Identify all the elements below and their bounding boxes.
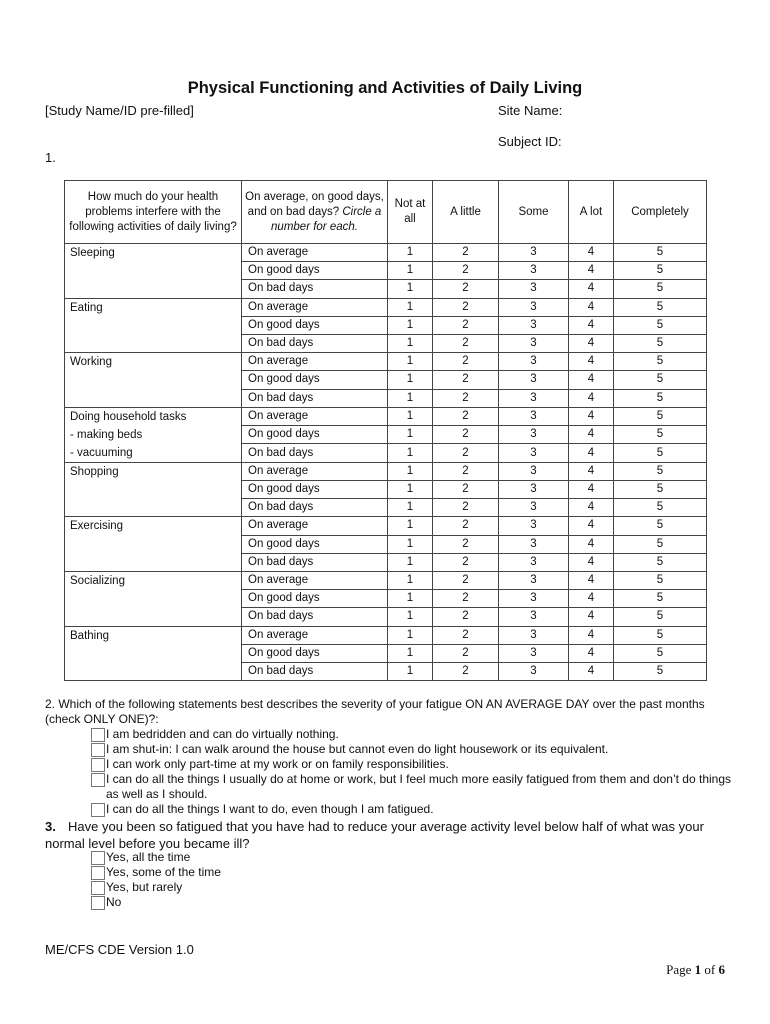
rating-option[interactable]: 3 xyxy=(499,663,569,681)
activity-label xyxy=(65,244,242,299)
checkbox[interactable] xyxy=(91,728,105,742)
checkbox-label: Yes, some of the time xyxy=(106,865,221,879)
rating-option[interactable]: 5 xyxy=(614,407,707,425)
frequency-label: On bad days xyxy=(242,608,388,626)
rating-option[interactable]: 1 xyxy=(388,499,433,517)
rating-option[interactable]: 4 xyxy=(569,644,614,662)
rating-option[interactable]: 4 xyxy=(569,244,614,262)
frequency-label: On bad days xyxy=(242,280,388,298)
rating-option[interactable]: 1 xyxy=(388,407,433,425)
rating-option[interactable]: 2 xyxy=(433,608,499,626)
activity-label xyxy=(65,626,242,681)
column-header-completely: Completely xyxy=(614,181,707,244)
rating-option[interactable]: 3 xyxy=(499,608,569,626)
rating-option[interactable]: 1 xyxy=(388,535,433,553)
rating-option[interactable]: 2 xyxy=(433,426,499,444)
frequency-question: On average, on good days, and on bad days? xyxy=(245,190,384,218)
activity-label-line: Working xyxy=(70,356,112,369)
frequency-label: On average xyxy=(242,407,388,425)
frequency-label: On average xyxy=(242,626,388,644)
rating-option[interactable]: 4 xyxy=(569,298,614,316)
rating-option[interactable]: 4 xyxy=(569,262,614,280)
rating-option[interactable]: 3 xyxy=(499,590,569,608)
rating-option[interactable]: 5 xyxy=(614,553,707,571)
rating-option[interactable]: 4 xyxy=(569,535,614,553)
rating-option[interactable]: 2 xyxy=(433,644,499,662)
rating-option[interactable]: 1 xyxy=(388,353,433,371)
rating-option[interactable]: 2 xyxy=(433,499,499,517)
rating-option[interactable]: 3 xyxy=(499,244,569,262)
rating-option[interactable]: 5 xyxy=(614,444,707,462)
frequency-label: On average xyxy=(242,572,388,590)
frequency-instruction: Circle a number for each. xyxy=(271,205,382,233)
column-header-some: Some xyxy=(499,181,569,244)
rating-option[interactable]: 1 xyxy=(388,572,433,590)
frequency-label: On average xyxy=(242,462,388,480)
rating-option[interactable]: 3 xyxy=(499,626,569,644)
rating-option[interactable]: 4 xyxy=(569,389,614,407)
table-row xyxy=(65,462,707,480)
frequency-label: On good days xyxy=(242,262,388,280)
activity-label-line: - vacuuming xyxy=(70,446,133,459)
rating-option[interactable]: 4 xyxy=(569,499,614,517)
rating-option[interactable]: 3 xyxy=(499,426,569,444)
rating-option[interactable]: 5 xyxy=(614,280,707,298)
rating-option[interactable]: 5 xyxy=(614,371,707,389)
rating-option[interactable]: 3 xyxy=(499,353,569,371)
rating-option[interactable]: 5 xyxy=(614,608,707,626)
rating-option[interactable]: 3 xyxy=(499,407,569,425)
rating-option[interactable]: 2 xyxy=(433,407,499,425)
rating-option[interactable]: 3 xyxy=(499,371,569,389)
rating-option[interactable]: 3 xyxy=(499,316,569,334)
frequency-label: On good days xyxy=(242,535,388,553)
column-header-a-lot: A lot xyxy=(569,181,614,244)
rating-option[interactable]: 4 xyxy=(569,353,614,371)
site-name-label: Site Name: xyxy=(498,103,563,118)
rating-option[interactable]: 5 xyxy=(614,644,707,662)
rating-option[interactable]: 3 xyxy=(499,335,569,353)
question-2-text: 2. Which of the following statements best describes the severity of your fatigue ON AN AVERAGE DAY over the past months (check ONLY ONE)?: xyxy=(45,697,705,726)
table-row xyxy=(65,517,707,535)
checkbox-label: I can do all the things I want to do, even though I am fatigued. xyxy=(106,802,434,816)
activity-label xyxy=(65,572,242,627)
activity-label xyxy=(65,462,242,517)
question-3-number: 3. xyxy=(45,819,56,834)
rating-option[interactable]: 1 xyxy=(388,244,433,262)
rating-option[interactable]: 5 xyxy=(614,663,707,681)
subject-id-label: Subject ID: xyxy=(498,134,562,149)
rating-option[interactable]: 4 xyxy=(569,462,614,480)
rating-option[interactable]: 1 xyxy=(388,262,433,280)
frequency-label: On good days xyxy=(242,371,388,389)
rating-option[interactable]: 5 xyxy=(614,316,707,334)
rating-option[interactable]: 3 xyxy=(499,553,569,571)
rating-option[interactable]: 3 xyxy=(499,572,569,590)
activity-label-line: Socializing xyxy=(70,575,125,588)
checkbox-option[interactable] xyxy=(91,772,731,802)
checkbox[interactable] xyxy=(91,896,105,910)
page-number xyxy=(666,962,725,978)
activity-label xyxy=(65,353,242,408)
checkbox[interactable] xyxy=(91,773,105,787)
rating-option[interactable]: 5 xyxy=(614,481,707,499)
rating-option[interactable]: 1 xyxy=(388,517,433,535)
rating-option[interactable]: 1 xyxy=(388,608,433,626)
rating-option[interactable]: 3 xyxy=(499,499,569,517)
rating-option[interactable]: 1 xyxy=(388,316,433,334)
page-of: of xyxy=(704,962,716,977)
rating-option[interactable]: 4 xyxy=(569,481,614,499)
table-row xyxy=(65,298,707,316)
rating-option[interactable]: 1 xyxy=(388,444,433,462)
rating-option[interactable]: 2 xyxy=(433,444,499,462)
rating-option[interactable]: 2 xyxy=(433,553,499,571)
frequency-label: On bad days xyxy=(242,389,388,407)
rating-option[interactable]: 4 xyxy=(569,590,614,608)
checkbox-option[interactable] xyxy=(91,742,731,757)
rating-option[interactable]: 2 xyxy=(433,626,499,644)
checkbox-option[interactable] xyxy=(91,895,391,910)
activity-label-line: Eating xyxy=(70,301,103,314)
rating-option[interactable]: 5 xyxy=(614,462,707,480)
page-title: Physical Functioning and Activities of Daily Living xyxy=(187,79,583,97)
rating-option[interactable]: 1 xyxy=(388,663,433,681)
rating-option[interactable]: 4 xyxy=(569,608,614,626)
activities-rating-table xyxy=(64,180,707,681)
rating-option[interactable]: 3 xyxy=(499,535,569,553)
rating-option[interactable]: 1 xyxy=(388,389,433,407)
rating-option[interactable]: 1 xyxy=(388,298,433,316)
rating-option[interactable]: 5 xyxy=(614,262,707,280)
checkbox-option[interactable] xyxy=(91,757,731,772)
checkbox-option[interactable] xyxy=(91,850,391,865)
rating-option[interactable]: 2 xyxy=(433,572,499,590)
column-header-frequency xyxy=(242,181,388,244)
rating-option[interactable]: 5 xyxy=(614,626,707,644)
version-footer: ME/CFS CDE Version 1.0 xyxy=(45,942,194,957)
rating-option[interactable]: 5 xyxy=(614,353,707,371)
frequency-label: On average xyxy=(242,298,388,316)
checkbox-label: I can do all the things I usually do at home or work, but I feel much more easily fatigued from them and don’t do things as well as I should. xyxy=(106,772,732,801)
rating-option[interactable]: 3 xyxy=(499,462,569,480)
question-3 xyxy=(45,818,735,852)
page-total: 6 xyxy=(718,962,725,977)
rating-option[interactable]: 1 xyxy=(388,462,433,480)
column-header-a-little: A little xyxy=(433,181,499,244)
activity-label-line: Doing household tasks xyxy=(70,410,187,423)
rating-option[interactable]: 2 xyxy=(433,663,499,681)
rating-option[interactable]: 2 xyxy=(433,353,499,371)
rating-option[interactable]: 3 xyxy=(499,389,569,407)
rating-option[interactable]: 1 xyxy=(388,481,433,499)
rating-option[interactable]: 3 xyxy=(499,298,569,316)
activity-label-line: Shopping xyxy=(70,465,119,478)
rating-option[interactable]: 2 xyxy=(433,244,499,262)
activity-label-line: Sleeping xyxy=(70,247,115,259)
rating-option[interactable]: 2 xyxy=(433,335,499,353)
rating-option[interactable]: 4 xyxy=(569,444,614,462)
frequency-label: On bad days xyxy=(242,335,388,353)
frequency-label: On good days xyxy=(242,426,388,444)
table-row xyxy=(65,572,707,590)
rating-option[interactable]: 4 xyxy=(569,572,614,590)
table-row xyxy=(65,407,707,425)
rating-option[interactable]: 2 xyxy=(433,298,499,316)
page-current: 1 xyxy=(694,962,702,977)
rating-option[interactable]: 4 xyxy=(569,335,614,353)
checkbox-label: Yes, all the time xyxy=(106,850,191,864)
rating-option[interactable]: 4 xyxy=(569,280,614,298)
table-row xyxy=(65,626,707,644)
rating-option[interactable]: 2 xyxy=(433,517,499,535)
rating-option[interactable]: 1 xyxy=(388,626,433,644)
rating-option[interactable]: 2 xyxy=(433,590,499,608)
rating-option[interactable]: 2 xyxy=(433,262,499,280)
rating-option[interactable]: 4 xyxy=(569,553,614,571)
frequency-label: On average xyxy=(242,244,388,262)
checkbox[interactable] xyxy=(91,803,105,817)
activity-label-line: Bathing xyxy=(70,629,110,642)
rating-option[interactable]: 4 xyxy=(569,517,614,535)
rating-option[interactable]: 1 xyxy=(388,590,433,608)
rating-option[interactable]: 5 xyxy=(614,517,707,535)
rating-option[interactable]: 2 xyxy=(433,462,499,480)
rating-option[interactable]: 4 xyxy=(569,626,614,644)
checkbox[interactable] xyxy=(91,866,105,880)
rating-option[interactable]: 5 xyxy=(614,572,707,590)
rating-option[interactable]: 4 xyxy=(569,371,614,389)
checkbox[interactable] xyxy=(91,851,105,865)
checkbox-option[interactable] xyxy=(91,727,731,742)
activity-label xyxy=(65,298,242,353)
rating-option[interactable]: 5 xyxy=(614,426,707,444)
activity-label-line: Exercising xyxy=(70,520,124,533)
rating-option[interactable]: 5 xyxy=(614,535,707,553)
checkbox-label: I can work only part-time at my work or on family responsibilities. xyxy=(106,757,449,771)
frequency-label: On bad days xyxy=(242,444,388,462)
rating-option[interactable]: 2 xyxy=(433,389,499,407)
checkbox[interactable] xyxy=(91,743,105,757)
rating-option[interactable]: 5 xyxy=(614,389,707,407)
checkbox-option[interactable] xyxy=(91,880,391,895)
rating-option[interactable]: 5 xyxy=(614,335,707,353)
rating-option[interactable]: 5 xyxy=(614,590,707,608)
frequency-label: On good days xyxy=(242,590,388,608)
activity-label xyxy=(65,407,242,462)
question-3-text: Have you been so fatigued that you have had to reduce your average activity level below half of what was your normal level before you became ill? xyxy=(45,819,704,851)
rating-option[interactable]: 1 xyxy=(388,371,433,389)
study-name-field: [Study Name/ID pre-filled] xyxy=(45,103,194,118)
frequency-label: On bad days xyxy=(242,553,388,571)
checkbox[interactable] xyxy=(91,881,105,895)
frequency-label: On bad days xyxy=(242,499,388,517)
rating-option[interactable]: 3 xyxy=(499,517,569,535)
rating-option[interactable]: 2 xyxy=(433,481,499,499)
rating-option[interactable]: 1 xyxy=(388,335,433,353)
rating-option[interactable]: 5 xyxy=(614,298,707,316)
frequency-label: On good days xyxy=(242,481,388,499)
frequency-label: On average xyxy=(242,353,388,371)
rating-option[interactable]: 1 xyxy=(388,553,433,571)
checkbox-label: I am shut-in: I can walk around the house but cannot even do light housework or its equivalent. xyxy=(106,742,609,756)
activity-label-line: - making beds xyxy=(70,428,143,441)
rating-option[interactable]: 2 xyxy=(433,316,499,334)
checkbox-option[interactable] xyxy=(91,802,731,817)
rating-option[interactable]: 4 xyxy=(569,663,614,681)
checkbox-label: I am bedridden and can do virtually nothing. xyxy=(106,727,339,741)
rating-option[interactable]: 3 xyxy=(499,444,569,462)
question-1-number: 1. xyxy=(45,150,56,165)
rating-option[interactable]: 4 xyxy=(569,316,614,334)
column-header-question: How much do your health problems interfere with the following activities of daily living? xyxy=(65,181,242,244)
checkbox[interactable] xyxy=(91,758,105,772)
rating-option[interactable]: 4 xyxy=(569,426,614,444)
page-prefix: Page xyxy=(666,962,692,977)
question-3-options xyxy=(91,850,391,910)
rating-option[interactable]: 2 xyxy=(433,371,499,389)
frequency-label: On bad days xyxy=(242,663,388,681)
frequency-label: On good days xyxy=(242,316,388,334)
rating-option[interactable]: 3 xyxy=(499,280,569,298)
rating-option[interactable]: 3 xyxy=(499,481,569,499)
checkbox-option[interactable] xyxy=(91,865,391,880)
activity-label xyxy=(65,517,242,572)
frequency-label: On good days xyxy=(242,644,388,662)
column-header-not-at-all: Not at all xyxy=(388,181,433,244)
question-2-options xyxy=(91,727,731,817)
rating-option[interactable]: 4 xyxy=(569,407,614,425)
frequency-label: On average xyxy=(242,517,388,535)
checkbox-label: Yes, but rarely xyxy=(106,880,183,894)
rating-option[interactable]: 1 xyxy=(388,280,433,298)
rating-option[interactable]: 2 xyxy=(433,280,499,298)
rating-option[interactable]: 5 xyxy=(614,499,707,517)
table-row xyxy=(65,353,707,371)
rating-option[interactable]: 3 xyxy=(499,262,569,280)
rating-option[interactable]: 2 xyxy=(433,535,499,553)
table-row xyxy=(65,244,707,262)
checkbox-label: No xyxy=(106,895,122,909)
rating-option[interactable]: 3 xyxy=(499,644,569,662)
rating-option[interactable]: 1 xyxy=(388,644,433,662)
table-header-row xyxy=(65,181,707,244)
rating-option[interactable]: 5 xyxy=(614,244,707,262)
rating-option[interactable]: 1 xyxy=(388,426,433,444)
